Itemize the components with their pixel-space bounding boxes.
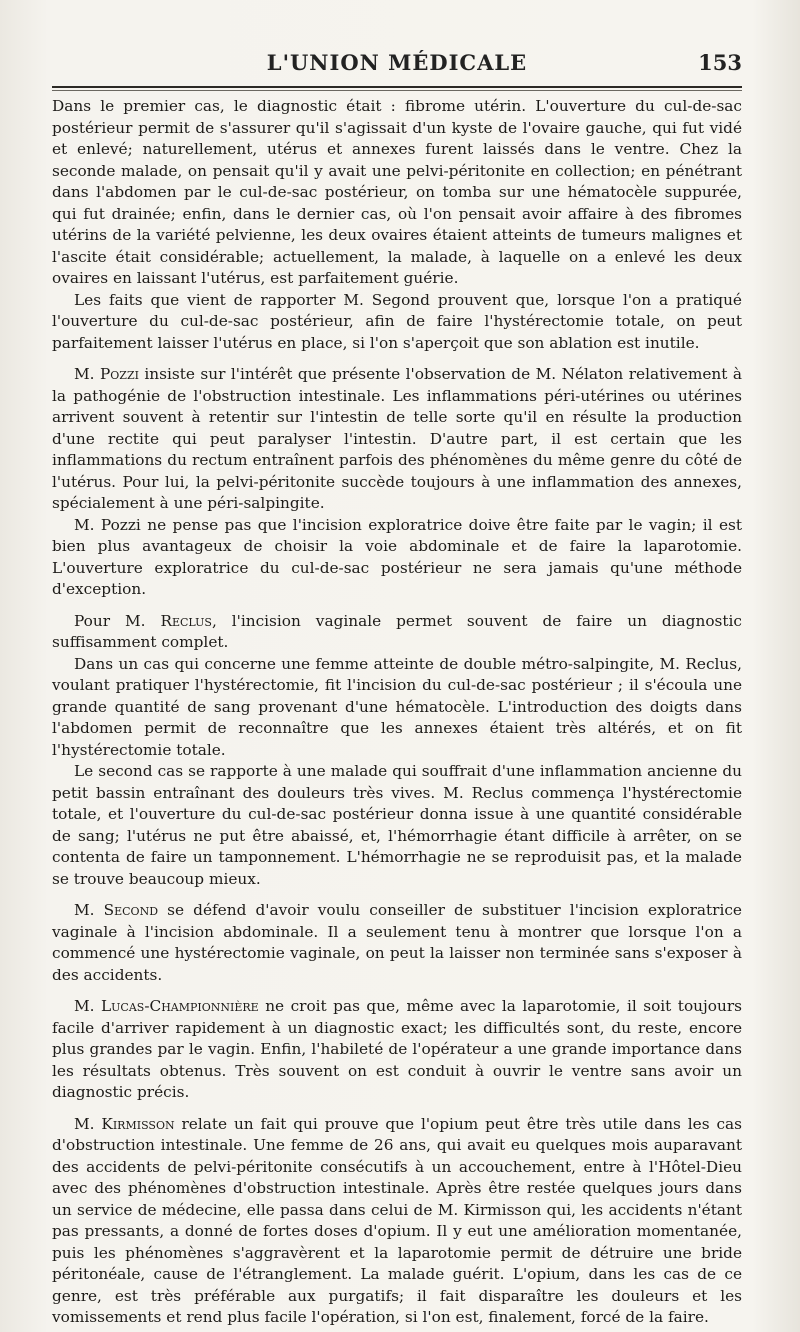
paragraph-text: relate un fait qui prouve que l'opium peut être très utile dans les cas d'obstruction intestinale. Une femme de 26 ans, qui avait eu quelques mois auparavant des accidents de pelvi-péritonite consécutifs à un accouchement, entre à l'Hôtel-Dieu avec des phénomènes d'obstruction intestinale. Après être restée quelques jours dans un service de médecine, elle passa dans celui de M. Kirmisson qui, les accidents n'étant pas pressants, a donné de fortes doses d'opium. Il y eut une amélioration momentanée, puis les phénomènes s'aggravèrent et la laparotomie permit de détruire une bride péritonéale, cause de l'étranglement. La malade guérit. L'opium, dans les cas de ce genre, est très préférable aux purgatifs; il fait disparaître les douleurs et les vomissements et rend plus facile l'opération, si l'on est, finalement, forcé de la faire.: [52, 1114, 742, 1326]
paragraph: [52, 1114, 742, 1329]
page-header: [52, 44, 742, 84]
paragraph: Le second cas se rapporte à une malade qui souffrait d'une inflammation ancienne du petit bassin entraînant des douleurs très vives. M. Reclus commença l'hystérectomie totale, et l'ouverture du cul-de-sac postérieur donna issue à une quantité considérable de sang; l'utérus ne put être abaissé, et, l'hémorrhagie étant difficile à arrêter, on se contenta de faire un tamponnement. L'hémorrhagie ne se reproduisit pas, et la malade se trouve beaucoup mieux.: [52, 762, 742, 888]
speaker-name: M. Kirmisson: [74, 1114, 175, 1133]
paragraph: [52, 611, 742, 654]
paragraph: Dans un cas qui concerne une femme atteinte de double métro-salpingite, M. Reclus, voulant pratiquer l'hystérectomie, fit l'incision du cul-de-sac postérieur ; il s'écoula une grande quantité de sang provenant d'une hématocèle. L'introduction des doigts dans l'abdomen permit de reconnaître que les annexes étaient très altérés, et on fit l'hystérectomie totale.: [52, 654, 742, 759]
paragraph: Dans le premier cas, le diagnostic était : fibrome utérin. L'ouverture du cul-de-sac postérieur permit de s'assurer qu'il s'agissait d'un kyste de l'ovaire gauche, qui fut vidé et enlevé; naturellement, utérus et annexes furent laissés dans le ventre. Chez la seconde malade, on pensait qu'il y avait une pelvi-péritonite en collection; en pénétrant dans l'abdomen par le cul-de-sac postérieur, on tomba sur une hématocèle suppurée, qui fut drainée; enfin, dans le dernier cas, où l'on pensait avoir affaire à des fibromes utérins de la variété pelvienne, les deux ovaires étaient atteints de tumeurs malignes et l'ascite était considérable; actuellement, la malade, à laquelle on a enlevé les deux ovaires en laissant l'utérus, est parfaitement guérie.: [52, 97, 742, 287]
paragraph: [52, 364, 742, 515]
paragraph-text: ne croit pas que, même avec la laparotomie, il soit toujours facile d'arriver rapidement à un diagnostic exact; les difficultés sont, du reste, encore plus grandes par le vagin. Enfin, l'habileté de l'opérateur a une grande importance dans les résultats obtenus. Très souvent on est conduit à ouvrir le ventre sans avoir un diagnostic précis.: [52, 997, 742, 1101]
speaker-name: M. Pozzi: [74, 365, 139, 383]
paragraph-lead: Pour M.: [74, 611, 146, 630]
paragraph: [52, 996, 742, 1104]
running-title: L'UNION MÉDICALE: [266, 50, 528, 75]
paragraph: [52, 900, 742, 986]
article-body: [52, 96, 742, 1329]
header-rule: [52, 86, 742, 88]
paragraph-text: se défend d'avoir voulu conseiller de substituer l'incision exploratrice vaginale à l'incision abdominale. Il a seulement tenu à montrer que lorsque l'on a commencé une hystérectomie vaginale, on peut la laisser non terminée sans s'exposer à des accidents.: [52, 901, 742, 984]
paragraph-text: insiste sur l'intérêt que présente l'observation de M. Nélaton relativement à la pathogénie de l'obstruction intestinale. Les inflammations péri-utérines ou utérines arrivent souvent à retentir sur l'intestin de telle sorte qu'il en résulte la production d'une rectite qui peut paralyser l'intestin. D'autre part, il est certain que les inflammations du rectum entraînent parfois des phénomènes du même genre du côté de l'utérus. Pour lui, la pelvi-péritonite succède toujours à une inflammation des annexes, spécialement à une péri-salpingite.: [52, 365, 742, 512]
header-rule-thin: [52, 90, 742, 91]
paragraph: Les faits que vient de rapporter M. Segond prouvent que, lorsque l'on a pratiqué l'ouverture du cul-de-sac postérieur, afin de faire l'hystérectomie totale, on peut parfaitement laisser l'utérus en place, si l'on s'aperçoit que son ablation est inutile.: [52, 290, 742, 352]
paragraph: M. Pozzi ne pense pas que l'incision exploratrice doive être faite par le vagin; il est bien plus avantageux de choisir la voie abdominale et de faire la laparotomie. L'ouverture exploratrice du cul-de-sac postérieur ne sera jamais qu'une méthode d'exception.: [52, 515, 742, 598]
speaker-name: Reclus: [160, 611, 212, 630]
speaker-name: M. Lucas-Championnière: [74, 997, 259, 1015]
paragraph-text: , l'incision vaginale permet souvent de faire un diagnostic suffisamment complet.: [52, 611, 742, 651]
page-number: 153: [698, 50, 742, 75]
speaker-name: M. Second: [74, 901, 159, 919]
